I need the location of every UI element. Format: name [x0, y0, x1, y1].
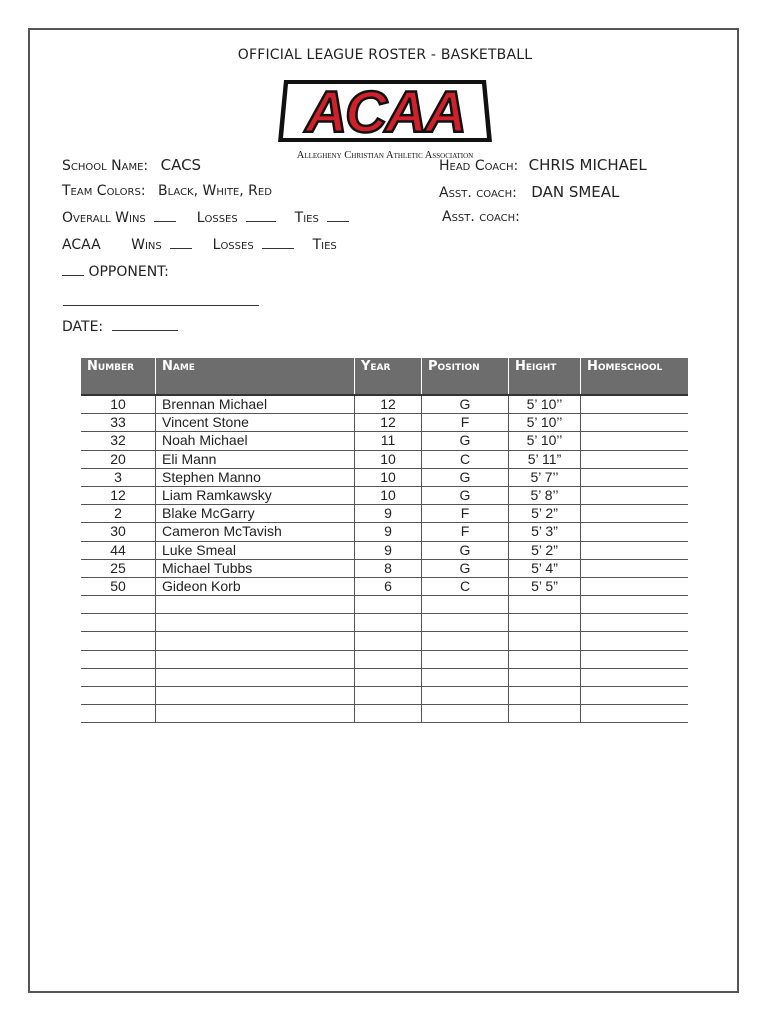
cell-height[interactable]: 5’ 7’’: [509, 468, 581, 486]
date-field: [62, 318, 178, 335]
asst-coach-value[interactable]: DAN SMEAL: [531, 183, 620, 201]
cell-year[interactable]: 9: [355, 505, 422, 523]
acaa-ties-label: Ties: [312, 237, 337, 253]
table-row: [81, 468, 688, 486]
logo-subtitle: Allegheny Christian Athletic Association: [296, 150, 474, 161]
cell-number[interactable]: 10: [81, 395, 156, 414]
cell-year[interactable]: [355, 668, 422, 686]
table-row: [81, 614, 688, 632]
overall-record-field: [62, 209, 349, 226]
cell-year[interactable]: 9: [355, 541, 422, 559]
cell-homeschool[interactable]: [581, 486, 689, 504]
cell-position[interactable]: C: [422, 577, 509, 595]
overall-wins-label: Overall Wins: [62, 210, 146, 226]
header-name: Name: [156, 358, 355, 395]
school-name-field: [62, 156, 201, 174]
cell-year[interactable]: 12: [355, 414, 422, 432]
table-row: [81, 650, 688, 668]
cell-name[interactable]: Liam Ramkawsky: [156, 486, 355, 504]
cell-height[interactable]: 5’ 10’’: [509, 395, 581, 414]
cell-height[interactable]: [509, 687, 581, 705]
acaa-record-field: [62, 236, 337, 253]
cell-number[interactable]: 50: [81, 577, 156, 595]
cell-position[interactable]: F: [422, 505, 509, 523]
roster-body: [81, 395, 688, 723]
cell-year[interactable]: [355, 705, 422, 723]
cell-number[interactable]: [81, 650, 156, 668]
cell-position[interactable]: C: [422, 450, 509, 468]
opponent-marker-input[interactable]: [62, 263, 84, 276]
cell-name[interactable]: [156, 614, 355, 632]
cell-name[interactable]: [156, 668, 355, 686]
cell-height[interactable]: 5’ 4”: [509, 559, 581, 577]
table-row: [81, 596, 688, 614]
cell-position[interactable]: G: [422, 486, 509, 504]
cell-year[interactable]: 6: [355, 577, 422, 595]
cell-name[interactable]: Eli Mann: [156, 450, 355, 468]
opponent-label: OPPONENT:: [88, 264, 169, 280]
cell-year[interactable]: 10: [355, 450, 422, 468]
table-row: [81, 523, 688, 541]
cell-homeschool[interactable]: [581, 577, 689, 595]
acaa-losses-input[interactable]: [262, 236, 294, 249]
acaa-label: ACAA: [62, 237, 101, 253]
cell-year[interactable]: [355, 632, 422, 650]
head-coach-value[interactable]: CHRIS MICHAEL: [528, 156, 647, 174]
cell-position[interactable]: [422, 614, 509, 632]
cell-height[interactable]: 5’ 2”: [509, 541, 581, 559]
acaa-losses-label: Losses: [212, 237, 254, 253]
cell-homeschool[interactable]: [581, 505, 689, 523]
cell-position[interactable]: [422, 687, 509, 705]
acaa-logo: [270, 72, 500, 164]
cell-homeschool[interactable]: [581, 687, 689, 705]
roster-table: [81, 358, 688, 723]
cell-year[interactable]: 12: [355, 395, 422, 414]
cell-number[interactable]: [81, 596, 156, 614]
cell-position[interactable]: G: [422, 468, 509, 486]
overall-losses-label: Losses: [196, 210, 238, 226]
cell-position[interactable]: F: [422, 523, 509, 541]
cell-homeschool[interactable]: [581, 468, 689, 486]
cell-year[interactable]: 8: [355, 559, 422, 577]
cell-year[interactable]: 9: [355, 523, 422, 541]
cell-height[interactable]: 5’ 11”: [509, 450, 581, 468]
cell-number[interactable]: 12: [81, 486, 156, 504]
asst-coach2-field: [442, 209, 520, 225]
cell-homeschool[interactable]: [581, 596, 689, 614]
cell-height[interactable]: [509, 596, 581, 614]
cell-name[interactable]: Vincent Stone: [156, 414, 355, 432]
cell-homeschool[interactable]: [581, 450, 689, 468]
cell-name[interactable]: [156, 687, 355, 705]
cell-height[interactable]: 5’ 8’’: [509, 486, 581, 504]
team-colors-value[interactable]: Black, White, Red: [158, 183, 272, 199]
cell-position[interactable]: [422, 668, 509, 686]
overall-ties-label: Ties: [294, 210, 319, 226]
table-row: [81, 577, 688, 595]
date-input[interactable]: [112, 318, 178, 331]
table-row: [81, 687, 688, 705]
cell-number[interactable]: 2: [81, 505, 156, 523]
header-homeschool: Homeschool: [581, 358, 689, 395]
cell-height[interactable]: [509, 705, 581, 723]
cell-year[interactable]: 10: [355, 486, 422, 504]
cell-name[interactable]: Cameron McTavish: [156, 523, 355, 541]
overall-losses-input[interactable]: [246, 209, 276, 222]
table-row: [81, 559, 688, 577]
cell-height[interactable]: 5’ 5”: [509, 577, 581, 595]
cell-name[interactable]: Brennan Michael: [156, 395, 355, 414]
table-row: [81, 668, 688, 686]
table-row: [81, 705, 688, 723]
cell-year[interactable]: [355, 650, 422, 668]
cell-name[interactable]: [156, 596, 355, 614]
cell-name[interactable]: Michael Tubbs: [156, 559, 355, 577]
head-coach-field: [439, 156, 647, 174]
page-title: OFFICIAL LEAGUE ROSTER - BASKETBALL: [237, 47, 533, 63]
cell-height[interactable]: 5’ 3”: [509, 523, 581, 541]
cell-number[interactable]: [81, 614, 156, 632]
cell-position[interactable]: [422, 705, 509, 723]
opponent-input[interactable]: [63, 305, 259, 306]
cell-year[interactable]: 11: [355, 432, 422, 450]
acaa-wins-label: Wins: [131, 237, 162, 253]
school-name-label: School Name:: [62, 158, 149, 174]
cell-homeschool[interactable]: [581, 614, 689, 632]
cell-number[interactable]: [81, 687, 156, 705]
cell-position[interactable]: G: [422, 432, 509, 450]
cell-number[interactable]: 30: [81, 523, 156, 541]
table-row: [81, 395, 688, 414]
cell-position[interactable]: [422, 596, 509, 614]
cell-number[interactable]: [81, 668, 156, 686]
table-row: [81, 414, 688, 432]
cell-homeschool[interactable]: [581, 395, 689, 414]
asst-coach-field: [439, 183, 619, 201]
cell-height[interactable]: [509, 668, 581, 686]
cell-year[interactable]: 10: [355, 468, 422, 486]
cell-year[interactable]: [355, 687, 422, 705]
table-row: [81, 505, 688, 523]
table-row: [81, 450, 688, 468]
team-colors-field: [62, 183, 272, 199]
cell-name[interactable]: Noah Michael: [156, 432, 355, 450]
table-row: [81, 632, 688, 650]
cell-homeschool[interactable]: [581, 432, 689, 450]
cell-homeschool[interactable]: [581, 414, 689, 432]
cell-height[interactable]: 5’ 10’’: [509, 414, 581, 432]
cell-number[interactable]: [81, 705, 156, 723]
overall-ties-input[interactable]: [327, 209, 349, 222]
cell-height[interactable]: 5’ 10’’: [509, 432, 581, 450]
cell-number[interactable]: 25: [81, 559, 156, 577]
cell-name[interactable]: Blake McGarry: [156, 505, 355, 523]
table-header-row: [81, 358, 688, 395]
cell-name[interactable]: Gideon Korb: [156, 577, 355, 595]
cell-number[interactable]: 32: [81, 432, 156, 450]
cell-position[interactable]: G: [422, 541, 509, 559]
cell-homeschool[interactable]: [581, 668, 689, 686]
cell-height[interactable]: [509, 650, 581, 668]
cell-homeschool[interactable]: [581, 650, 689, 668]
cell-name[interactable]: [156, 632, 355, 650]
cell-position[interactable]: G: [422, 395, 509, 414]
cell-height[interactable]: [509, 614, 581, 632]
cell-number[interactable]: [81, 632, 156, 650]
cell-homeschool[interactable]: [581, 632, 689, 650]
cell-year[interactable]: [355, 596, 422, 614]
cell-name[interactable]: [156, 705, 355, 723]
cell-number[interactable]: 20: [81, 450, 156, 468]
header-number: Number: [81, 358, 156, 395]
table-row: [81, 486, 688, 504]
cell-homeschool[interactable]: [581, 541, 689, 559]
table-row: [81, 541, 688, 559]
team-colors-label: Team Colors:: [62, 183, 146, 199]
cell-year[interactable]: [355, 614, 422, 632]
cell-name[interactable]: Luke Smeal: [156, 541, 355, 559]
asst-coach-label: Asst. coach:: [439, 185, 517, 201]
header-position: Position: [422, 358, 509, 395]
acaa-wins-input[interactable]: [170, 236, 192, 249]
school-name-value[interactable]: CACS: [160, 156, 202, 174]
header-year: Year: [355, 358, 422, 395]
cell-number[interactable]: 3: [81, 468, 156, 486]
cell-homeschool[interactable]: [581, 559, 689, 577]
cell-position[interactable]: [422, 650, 509, 668]
cell-position[interactable]: G: [422, 559, 509, 577]
cell-height[interactable]: [509, 632, 581, 650]
cell-name[interactable]: [156, 650, 355, 668]
overall-wins-input[interactable]: [154, 209, 176, 222]
cell-position[interactable]: F: [422, 414, 509, 432]
cell-position[interactable]: [422, 632, 509, 650]
cell-number[interactable]: 44: [81, 541, 156, 559]
date-label: DATE:: [62, 319, 104, 335]
table-row: [81, 432, 688, 450]
cell-number[interactable]: 33: [81, 414, 156, 432]
asst-coach2-label: Asst. coach:: [442, 209, 520, 225]
opponent-field: [62, 263, 169, 280]
cell-name[interactable]: Stephen Manno: [156, 468, 355, 486]
header-height: Height: [509, 358, 581, 395]
logo-text: ACAA: [305, 80, 465, 145]
head-coach-label: Head Coach:: [439, 158, 519, 174]
cell-homeschool[interactable]: [581, 523, 689, 541]
cell-homeschool[interactable]: [581, 705, 689, 723]
cell-height[interactable]: 5’ 2”: [509, 505, 581, 523]
